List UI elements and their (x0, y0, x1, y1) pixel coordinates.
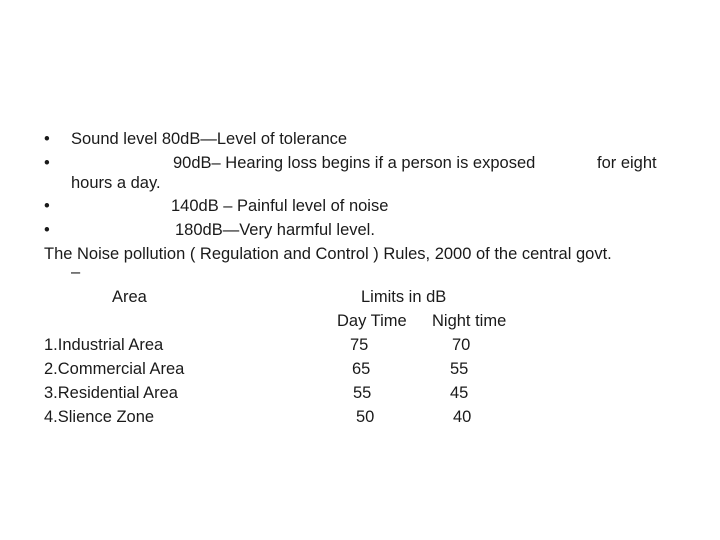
row-area: 2.Commercial Area (44, 360, 185, 378)
row-day-value: 50 (356, 408, 375, 426)
bullet-text: Sound level 80dB—Level of tolerance (71, 130, 348, 148)
header-area: Area (112, 288, 147, 306)
bullet-text: 180dB—Very harmful level. (175, 221, 375, 239)
row-night-value: 45 (450, 384, 469, 402)
row-area: 3.Residential Area (44, 384, 178, 402)
header-limits: Limits in dB (361, 288, 447, 306)
bullet-marker: • (44, 154, 50, 172)
row-night-value: 40 (453, 408, 472, 426)
row-day-value: 75 (350, 336, 369, 354)
bullet-text: 90dB– Hearing loss begins if a person is exposed (173, 154, 536, 172)
row-night-value: 70 (452, 336, 471, 354)
rules-dash: – (71, 263, 81, 281)
row-area: 1.Industrial Area (44, 336, 164, 354)
bullet-text: for eight (597, 154, 657, 172)
header-day-time: Day Time (337, 312, 407, 330)
row-area: 4.Slience Zone (44, 408, 155, 426)
bullet-text: hours a day. (71, 174, 161, 192)
row-day-value: 65 (352, 360, 371, 378)
bullet-marker: • (44, 197, 50, 215)
rules-line: The Noise pollution ( Regulation and Control ) Rules, 2000 of the central govt. (44, 245, 612, 263)
bullet-text: 140dB – Painful level of noise (171, 197, 389, 215)
bullet-marker: • (44, 130, 50, 148)
header-night-time: Night time (432, 312, 507, 330)
bullet-marker: • (44, 221, 50, 239)
row-night-value: 55 (450, 360, 469, 378)
row-day-value: 55 (353, 384, 372, 402)
